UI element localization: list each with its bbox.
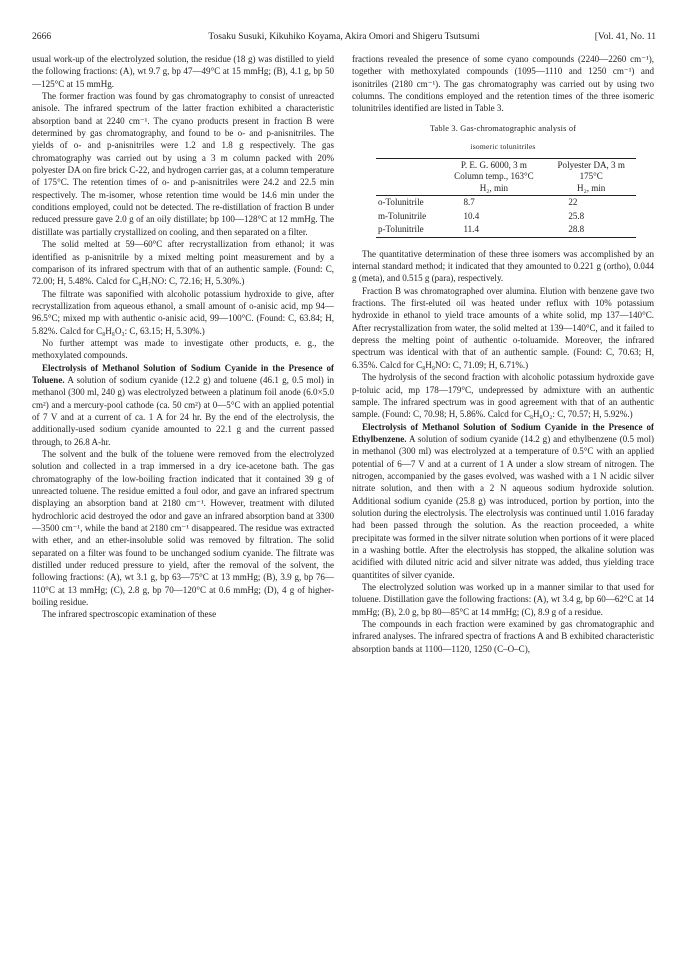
table-cell-value: 8.7 — [463, 197, 475, 208]
table-col-2-line-3: H₂, min — [577, 182, 606, 193]
table-col-1-header — [441, 158, 546, 196]
retention-table — [376, 158, 636, 238]
body-columns — [32, 53, 656, 953]
paragraph: The electrolyzed solution was worked up in a manner similar to that used for toluene. Distillation gave the following fractions: (A), wt 3.4 g, bp 60—62°C at 14 mmHg; (B), 2.0 g, bp 80—85°C at 14 mmHg; (C), 8.9 g of a residue. — [352, 582, 654, 617]
table-col-1-line-3: H₂, min — [479, 182, 509, 193]
table-cell-value: 10.4 — [463, 210, 480, 221]
paragraph: The quantitative determination of these three isomers was accomplished by an internal standard method; it indicated that they amounted to 0.221 g (ortho), 0.044 g (meta), and 0.515 g (para), respectively. — [352, 248, 654, 284]
volume-issue: [Vol. 41, No. 11 — [594, 31, 656, 42]
table-cell-compound: m-Tolunitrile — [378, 210, 427, 221]
table-cell-compound: p-Tolunitrile — [376, 223, 441, 237]
right-column — [352, 53, 654, 953]
paragraph: The solid melted at 59—60°C after recrystallization from ethanol; it was identified as p-anisnitrile by a mixed melting point measurement and by a comparison of its infrared spectrum with that of an authentic sample. (Found: C, 72.00; H, 5.48%. Calcd for C₈H₇NO: C, 72.16; H, 5.30%.) — [32, 239, 334, 287]
table-cell-compound: o-Tolunitrile — [378, 197, 424, 208]
table-cell-value: 25.8 — [568, 210, 585, 221]
paragraph: The compounds in each fraction were examined by gas chromatographic and infrared analyses. The infrared spectra of fractions A and B exhibited characteristic absorption bands at 1100—1120, 1250 (C–O–C), — [352, 619, 654, 654]
paragraph: The infrared spectroscopic examination of these — [42, 609, 217, 620]
paragraph: No further attempt was made to investigate other products, e. g., the methoxylated compounds. — [32, 337, 334, 361]
section-heading: Electrolysis of Methanol Solution of Sodium Cyanide in the Presence of Toluene. — [32, 362, 334, 385]
paragraph: The filtrate was saponified with alcoholic potassium hydroxide to give, after recrystallization from aqueous ethanol, a small amount of o-anisic acid, mp 94—96.5°C; mixed mp with authentic o-anisic acid, 99—100°C. (Found: C, 63.84; H, 5.82%. Calcd for C₈H₈O₃: C, 63.15; H, 5.30%.) — [32, 288, 334, 336]
paragraph: usual work-up of the electrolyzed solution, the residue (18 g) was distilled to yield the following fractions: (A), wt 9.7 g, bp 47—49°C at 15 mmHg; (B), 4.1 g, bp 50—125°C at 15 mmHg. — [32, 54, 334, 89]
table-row — [376, 196, 636, 210]
table-row — [376, 223, 636, 237]
paragraph: Fraction B was chromatographed over alumina. Elution with benzene gave two fractions. The first-eluted oil was heated under reflux with 10% potassium hydroxide in ethanol to yield trace amounts of a white solid, mp 137—140°C. After recrystallization from water, the solid melted at 139—140°C, and it failed to depress the melting point of authentic o-toluamide. Moreover, the infrared spectrum was identical with that of an authentic sample. (Found: C, 70.63; H, 6.35%. Calcd for C₈H₉NO: C, 71.09; H, 6.71%.) — [352, 285, 654, 370]
page-number: 2666 — [32, 31, 52, 42]
table-col-2-line-2: 175°C — [579, 171, 603, 182]
table-corner — [376, 158, 441, 196]
paragraph: Electrolysis of Methanol Solution of Sodium Cyanide in the Presence of Ethylbenzene. A solution of sodium cyanide (14.2 g) and ethylbenzene (0.5 mol) in methanol (300 ml) was electrolyzed at a temperature of 0.5°C with an applied potential of 6—7 V and at a current of 1 A under a slow stream of nitrogen. The nitrogen, accompanied by the gases evolved, was washed with a 1 N acidic silver nitrate solution, and then with a 2 N aqueous sodium hydroxide solution. Additional sodium cyanide (25.8 g) was introduced, portion by portion, into the solution during the electrolysis. The electrolysis was continued until 1.016 faraday had been passed through the solution. As the reaction proceeded, a white precipitate was formed in the silver nitrate solution when portions of it were placed in a washing bottle. After the electrolysis has stopped, the alkaline solution was acidified with diluted nitric acid and silver nitrate was added, thus yielding trace quantitites of silver cyanide. — [352, 421, 654, 580]
running-authors: Tosaku Susuki, Kikuhiko Koyama, Akira Omori and Shigeru Tsutsumi — [208, 31, 480, 42]
table-spacer — [352, 238, 654, 248]
paragraph: Electrolysis of Methanol Solution of Sodium Cyanide in the Presence of Toluene. A solution of sodium cyanide (12.2 g) and toluene (46.1 g, 0.5 mol) in methanol (300 ml, 240 g) was electrolyzed between a platinum foil anode (6.0×5.0 cm²) and a mercury-pool cathode (ca. 50 cm²) at 0—5°C with an applied potential of 7 V and at a current of ca. 1 A for 24 hr. By the end of the electrolysis, the additionally-used sodium cyanide amounted to 22.1 g and the current passed through, to 26.8 A-hr. — [32, 362, 334, 447]
table-col-1-line-1: P. E. G. 6000, 3 m — [460, 159, 527, 170]
table-col-2-line-1: Polyester DA, 3 m — [557, 159, 625, 170]
table-row — [376, 210, 636, 224]
table-col-2-header — [546, 158, 636, 196]
table-cell-value: 11.4 — [441, 223, 546, 237]
left-column — [32, 53, 334, 953]
paragraph: The solvent and the bulk of the toluene were removed from the electrolyzed solution and collected in a trap immersed in a dry ice-acetone bath. The gas chromatography of the low-boiling fraction indicated that it contained 39 g of unreacted toluene. The residue emitted a foul odor, and gave an infrared spectrum displaying an absorption band at 2180 cm⁻¹. However, treatment with diluted hydrochloric acid destroyed the odor and gave an infrared absorption band at 3300—3500 cm⁻¹, while the band at 2180 cm⁻¹ disappeared. The residue was extracted with ether, and an ether-insoluble solid was removed by filtration. The solid separated on a filter was found to be unchanged sodium cyanide. The filtrate was distilled under reduced pressure to yield, after the removal of the solvent, the following fractions: (A), wt 3.1 g, bp 63—75°C at 13 mmHg; (B), 3.9 g, bp 76—110°C at 13 mmHg; (C), 2.8 g, bp 70—120°C at 0.6 mmHg; (D), 4 g of higher-boiling residue. — [32, 449, 334, 608]
paragraph: fractions revealed the presence of some cyano compounds (2240—2260 cm⁻¹), together with methoxylated compounds (1095—1110 and 1250 cm⁻¹) and isonitriles (2180 cm⁻¹). The gas chromatography was carried out by using two columns. The conditions employed and the retention times of the three isomeric tolunitriles identified are listed in Table 3. — [352, 54, 654, 114]
table-caption-line2: isomeric tolunitriles — [470, 141, 536, 151]
section-heading: Electrolysis of Methanol Solution of Sodium Cyanide in the Presence of Ethylbenzene. — [352, 421, 654, 444]
paragraph: The hydrolysis of the second fraction with alcoholic potassium hydroxide gave p-toluic acid, mp 178—179°C, undepressed by admixture with an authentic sample. The infrared spectrum was in good agreement with that of an authentic sample. (Found: C, 70.98; H, 5.86%. Calcd for C₈H₈O₂: C, 70.57; H, 5.92%.) — [352, 372, 654, 420]
table-cell-value: 22 — [568, 197, 578, 208]
table-caption: Table 3. Gas-chromatographic analysis of — [429, 123, 577, 133]
table-col-1-line-2: Column temp., 163°C — [454, 171, 534, 182]
paragraph: The former fraction was found by gas chromatography to consist of unreacted anisole. The infrared spectrum of the latter fraction exhibited a characteristic absorption band at 2240 cm⁻¹. The cyano products present in fraction B were determined by gas chromatography, and found to be o- and p-anisnitriles. The yields of o- and p-anisnitriles were 1.2 and 1.8 g respectively. The gas chromatography was carried out by using a 3 m column packed with 20% polyester DA on fire brick C-22, and hydrogen carrier gas, at a column temperature of 175°C. The retention times of o- and p-anisnitriles were 24.2 and 22.5 min respectively. The m-isomer, whose retention time would be 14.6 min under the conditions employed, could not be detected. The re-distillation of fraction B under reduced pressure gave 2.0 g of an oily distillate; bp 100—128°C at 12 mmHg. The distillate was partially crystallized on cooling, and then separated on a filter. — [32, 91, 334, 237]
table-cell-value: 28.8 — [546, 223, 636, 237]
running-header — [32, 30, 656, 44]
